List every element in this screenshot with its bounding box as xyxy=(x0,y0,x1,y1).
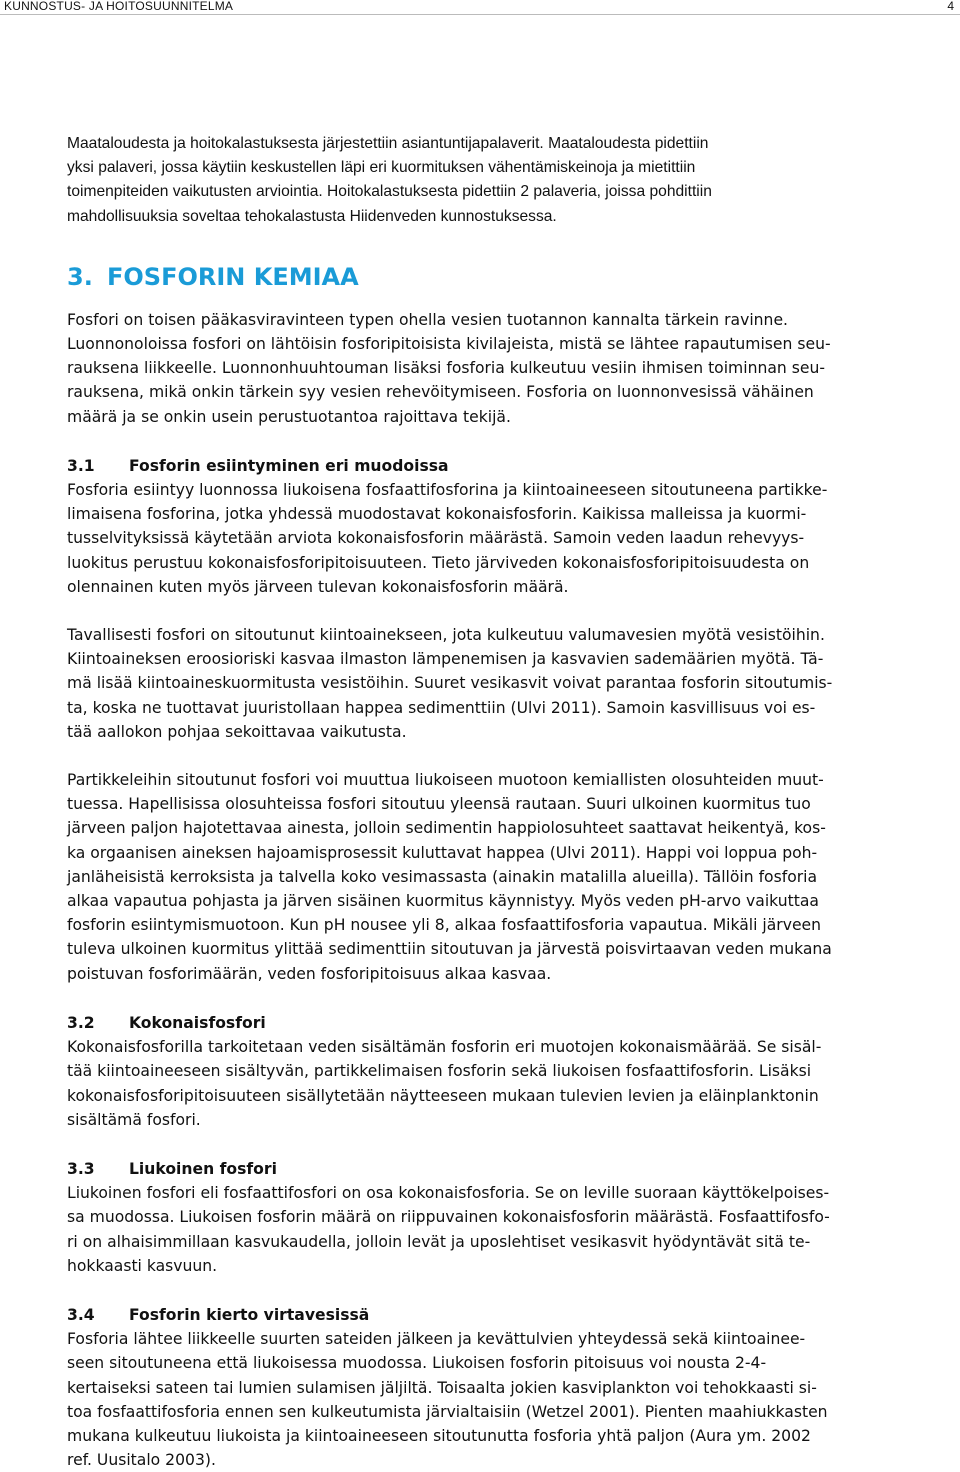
text-line: Kokonaisfosforilla tarkoitetaan veden sisältämän fosforin eri muotojen kokonaismäärää. Se sisäl- xyxy=(67,1038,822,1057)
text-line: järveen paljon hajotettavaa ainesta, jolloin sedimentin happiolosuhteet saattavat heikentyä, kos- xyxy=(67,819,826,838)
page-number: 4 xyxy=(947,0,954,13)
text-line: Fosforia lähtee liikkeelle suurten sateiden jälkeen ja kevättulvien yhteydessä sekä kiintoainee- xyxy=(67,1330,806,1349)
text-line: tuessa. Hapellisissa olosuhteissa fosfori sitoutuu yleensä rautaan. Suuri ulkoinen kuormitus tuo xyxy=(67,795,811,814)
text-line: Fosforia esiintyy luonnossa liukoisena fosfaattifosforina ja kiintoaineeseen sitoutuneena partikke- xyxy=(67,481,828,500)
section-title: FOSFORIN KEMIAA xyxy=(107,262,359,291)
section-3-1-paragraph-3 xyxy=(67,768,957,986)
text-line: fosforin esiintymismuotoon. Kun pH nousee yli 8, alkaa fosfaattifosforia vapautua. Mikäli järveen xyxy=(67,916,822,935)
section-number: 3.1 xyxy=(67,456,95,475)
section-3-3-paragraph xyxy=(67,1181,957,1278)
text-line: rauksena liikkeelle. Luonnonhuuhtouman lisäksi fosforia kulkeutuu vesiin ihmisen toiminnan seu- xyxy=(67,359,825,378)
section-title: Fosforin kierto virtavesissä xyxy=(129,1305,370,1324)
text-line: Kiintoaineksen eroosioriski kasvaa ilmaston lämpenemisen ja kasvavien sademäärien myötä. Tä- xyxy=(67,650,824,669)
text-line: Partikkeleihin sitoutunut fosfori voi muuttua liukoiseen muotoon kemiallisten olosuhteiden muut- xyxy=(67,771,824,790)
text-line: ref. Uusitalo 2003). xyxy=(67,1451,216,1470)
text-line: sa muodossa. Liukoisen fosforin määrä on riippuvainen kokonaisfosforin määrästä. Fosfaattifosfo- xyxy=(67,1208,830,1227)
section-heading-3-3 xyxy=(67,1157,957,1181)
text-line: määrä ja se onkin usein perustuotantoa rajoittava tekijä. xyxy=(67,407,511,426)
text-line: hokkaasti kasvuun. xyxy=(67,1256,218,1275)
text-line: Liukoinen fosfori eli fosfaattifosfori on osa kokonaisfosforia. Se on leville suoraan käyttökelpoises- xyxy=(67,1184,830,1203)
section-heading-3-1 xyxy=(67,454,957,478)
text-line: tusselvityksissä käytetään arviota kokonaisfosforin määrästä. Samoin veden laadun rehevyys- xyxy=(67,529,805,548)
section-3-2-paragraph xyxy=(67,1035,957,1132)
section-number: 3.2 xyxy=(67,1013,95,1032)
header-divider xyxy=(0,14,960,15)
text-line: mukana kulkeutuu liukoista ja kiintoaineeseen sitoutunutta fosforia yhtä paljon (Aura ym. 2002 xyxy=(67,1426,811,1445)
text-line: Maataloudesta ja hoitokalastuksesta järjestettiin asiantuntijapalaverit. Maataloudesta pidettiin xyxy=(67,135,709,152)
text-line: janläheisistä kerroksista ja talvella koko vesimassasta (ainakin matalilla alueilla). Tällöin fosforia xyxy=(67,867,818,886)
section-3-paragraph xyxy=(67,308,957,429)
text-line: mahdollisuuksia soveltaa tehokalastusta Hiidenveden kunnostuksessa. xyxy=(67,207,557,225)
text-line: rauksena, mikä onkin tärkein syy vesien rehevöitymiseen. Fosforia on luonnonvesissä vähäinen xyxy=(67,383,814,402)
section-number: 3. xyxy=(67,262,93,291)
section-title: Liukoinen fosfori xyxy=(129,1159,277,1178)
text-line: tuleva ulkoinen kuormitus ylittää sedimenttiin sitoutuvan ja järvestä poisvirtaavan veden mukana xyxy=(67,940,832,959)
text-line: olennainen kuten myös järveen tulevan kokonaisfosforin määrä. xyxy=(67,577,569,596)
document-body xyxy=(67,132,957,1472)
text-line: mä lisää kiintoaineskuormitusta vesistöihin. Suuret vesikasvit voivat parantaa fosforin sitoutumis- xyxy=(67,674,833,693)
text-line: toimenpiteiden vaikutusten arviointia. Hoitokalastuksesta pidettiin 2 palaveria, joissa pohdittiin xyxy=(67,183,712,201)
text-line: Fosfori on toisen pääkasviravinteen typen ohella vesien tuotannon kannalta tärkein ravinne. xyxy=(67,310,788,329)
text-line: luokitus perustuu kokonaisfosforipitoisuuteen. Tieto järviveden kokonaisfosforipitoisuudesta on xyxy=(67,553,810,572)
section-3-1-paragraph-2 xyxy=(67,623,957,744)
text-line: tää kiintoaineeseen sisältyvän, partikkelimaisen fosforin sekä liukoisen fosfaattifosforin. Lisäksi xyxy=(67,1062,812,1081)
section-number: 3.3 xyxy=(67,1159,95,1178)
section-title: Fosforin esiintyminen eri muodoissa xyxy=(129,456,449,475)
header-title: KUNNOSTUS- JA HOITOSUUNNITELMA xyxy=(4,0,234,13)
page-header xyxy=(0,0,960,13)
section-title: Kokonaisfosfori xyxy=(129,1013,266,1032)
section-3-1-paragraph-1 xyxy=(67,478,957,599)
text-line: ka orgaanisen aineksen hajoamisprosessit kuluttavat happea (Ulvi 2011). Happi voi loppua poh- xyxy=(67,843,818,862)
text-line: Luonnonoloissa fosfori on lähtöisin fosforipitoisista kivilajeista, mistä se lähtee rapautumisen seu- xyxy=(67,335,831,354)
text-line: toa fosfaattifosforia ennen sen kulkeutumista järvialtaisiin (Wetzel 2001). Pienten maahiukkasten xyxy=(67,1402,828,1421)
text-line: ta, koska ne tuottavat juuristollaan happea sedimenttiin (Ulvi 2011). Samoin kasvillisuus voi es- xyxy=(67,698,816,717)
section-heading-3 xyxy=(67,262,957,292)
text-line: yksi palaveri, jossa käytiin keskustellen läpi eri kuormituksen vähentämiskeinoja ja mietittiin xyxy=(67,159,696,177)
section-heading-3-4 xyxy=(67,1303,957,1327)
section-heading-3-2 xyxy=(67,1011,957,1035)
section-number: 3.4 xyxy=(67,1305,95,1324)
text-line: ri on alhaisimmillaan kasvukaudella, jolloin levät ja uposlehtiset vesikasvit hyödyntävät sitä te- xyxy=(67,1232,811,1251)
text-line: kertaiseksi sateen tai lumien sulamisen jäljiltä. Toisaalta jokien kasviplankton voi tehokkaasti si- xyxy=(67,1378,817,1397)
text-line: limaisena fosforina, jotka yhdessä muodostavat kokonaisfosforin. Kaikissa malleissa ja kuormi- xyxy=(67,505,807,524)
text-line: poistuvan fosforimäärän, veden fosforipitoisuus alkaa kasvaa. xyxy=(67,964,552,983)
text-line: seen sitoutuneena että liukoisessa muodossa. Liukoisen fosforin pitoisuus voi nousta 2-4- xyxy=(67,1354,767,1373)
section-3-4-paragraph xyxy=(67,1327,957,1472)
intro-paragraph xyxy=(67,132,957,229)
text-line: Tavallisesti fosfori on sitoutunut kiintoainekseen, jota kulkeutuu valumavesien myötä vesistöihin. xyxy=(67,626,825,645)
text-line: kokonaisfosforipitoisuuteen sisällytetään näytteeseen mukaan tulevien levien ja eläinplanktonin xyxy=(67,1086,819,1105)
text-line: alkaa vapautua pohjasta ja järven sisäinen kuormitus käynnistyy. Myös veden pH-arvo vaikuttaa xyxy=(67,892,819,911)
text-line: sisältämä fosfori. xyxy=(67,1110,201,1129)
text-line: tää aallokon pohjaa sekoittavaa vaikutusta. xyxy=(67,722,407,741)
